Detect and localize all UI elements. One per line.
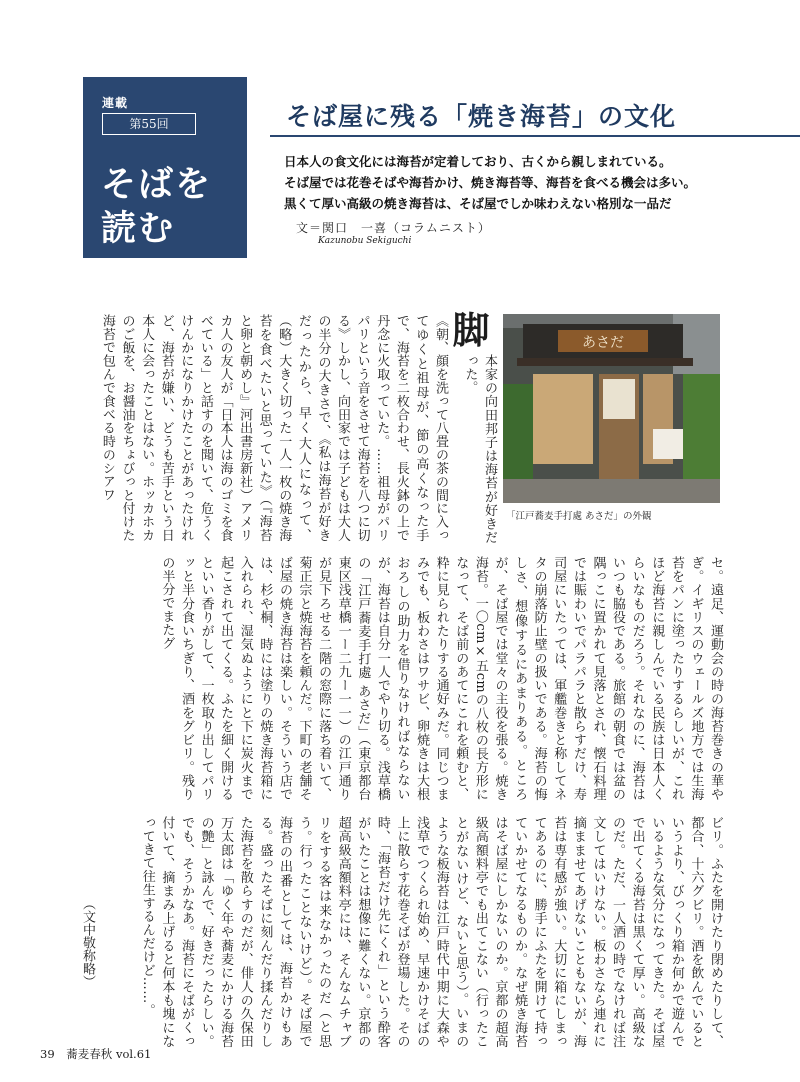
lead-line: 日本人の食文化には海苔が定着しており、古くから親しまれている。 <box>284 154 672 169</box>
body-intro: 本家の向田邦子は海苔が好きだった。 <box>462 354 497 544</box>
storefront-photo <box>503 314 720 503</box>
series-label: 連載 <box>102 96 129 110</box>
body-upper-block: 《朝、顔を洗って八畳の茶の間に入ってゆくと祖母が、節の高くなった手で、海苔を二枚合わせ、長火鉢の上で丹念に火取っていた。……祖母がパリパリという音をさせて海苔を八つに切る》しかし、向田家では子どもは大人の半分の大きさで、《私は海苔が好きだったから、早く大人になって、（略）大きく切った一人一枚の焼き海苔を食べたいと思っていた》（『海苔と卵と朝めし』河出書房新社）アメリカ人の友人が「日本人は海のゴミを食べている」と話すのを聞いて、危うくけんかになりかけたことがあったけれど、海苔が嫌い、どうも苦手という日本人に会ったことはない。ホッカホカのご飯を、お醤油をちょびっと付けた海苔で包んで食べる時のシアワ <box>99 314 448 542</box>
body-middle-block: セ。遠足、運動会の時の海苔巻きの華やぎ。イギリスのウェールズ地方では生海苔をパンに塗ったりするらしいが、これほど海苔に親しんでいる民族は日本人くらいなものだろう。それなのに、海苔はいつも脇役である。旅館の朝食では盆の隅っこに置かれて見落とされ、懐石料理では賑わいでパラパラと散らすだけ、寿司屋にいたっては、軍艦巻きと称してネタの崩落防止壁の扱いである。海苔の悔しさ、想像するにあまりある。ところが、そば屋では堂々の主役を張る。焼き海苔。一〇cm×五cmの八枚の長方形になって、そば前のあてにこれを頼むと、粋に見られたりする通好みだ。同じつまみでも、板わさはワサビ、卵焼きは大根おろしの助力を借りなければならないが、海苔は自分一人でやり切る。浅草橋の「江戸蕎麦手打處 あさだ」（東京都台東区浅草橋一ー二九ー一一）の江戸通りが見下ろせる二階の窓際に落ち着いて、菊正宗と焼海苔を頼んだ。下町の老舗そば屋の焼き海苔は楽しい。そういう店では、杉や桐、時には塗りの焼き海苔箱に入れられ、湿気ぬようにと下に炭火まで起こされて出てくる。ふたを細く開けるといい香りがして、一枚取り出してパリッと半分食いちぎり、酒をグビリ。残りの半分でまたグ <box>159 556 723 801</box>
series-title <box>101 163 212 251</box>
page-number: 39 <box>40 1047 55 1061</box>
series-title-line2: 読む <box>101 208 176 249</box>
photo-caption: 「江戸蕎麦手打處 あさだ」の外観 <box>506 511 652 522</box>
title-divider <box>270 135 800 137</box>
magazine-name: 蕎麦春秋 vol.61 <box>66 1047 152 1061</box>
body-lower-block: ビリ。ふたを開けたり閉めたりして、都合、十六グビリ。酒を飲んでいるというより、びっくり箱か何かで遊んでいるような気分になってきた。そば屋で出てくる海苔は黒くて厚い。高級なのだ。ただ、一人酒の時でなければ注文してはいけない。板わさなら連れに摘まませてあげないこともないが、海苔は専有感が強い。大切に箱にしまってあるのに、勝手にふたを開けて持っていかせてなるものか。なぜ焼き海苔はそば屋にしかないのか。京都の超高級高額料亭でも出てこない（行ったことがないけど、ないと思う）。いまのような板海苔は江戸時代中期に大森や浅草でつくられ始め、早速かけそばの上に散らす花巻そばが登場した。その時、「海苔だけ先にくれ」という酔客がいたことは想像に難くない。京都の超高級高額料亭には、そんなムチャブリをする客は来なかったのだ（と思う。行ったことないけど）。そば屋で海苔の出番としては、海苔かけもある。盛ったそばに刻んだり揉んだりした海苔を散らすのだが、俳人の久保田万太郎は「ゆく年や蕎麦にかける海苔の艶」と詠んで、好きだったらしい。でも、そうかなあ。海苔にそばがくっ付いて、摘まみ上げると何本も塊になってきて往生するんだけど……。 <box>139 816 723 1048</box>
series-box <box>83 77 247 258</box>
lead-line: そば屋では花巻そばや海苔かけ、焼き海苔等、海苔を食べる機会は多い。 <box>284 175 697 190</box>
byline: 文＝関口 一喜（コラムニスト） <box>296 221 491 235</box>
drop-cap: 脚 <box>452 308 490 352</box>
lead-line: 黒くて厚い高級の焼き海苔は、そば屋でしか味わえない格別な一品だ <box>284 196 672 211</box>
byline-romaji: Kazunobu Sekiguchi <box>318 236 412 246</box>
shop-sign-text: あさだ <box>582 335 624 351</box>
closing-note: （文中敬称略） <box>80 897 95 988</box>
article-lead <box>284 151 724 214</box>
page-footer <box>40 1046 159 1062</box>
series-title-line1: そばを <box>101 164 213 205</box>
article-title: そば屋に残る「焼き海苔」の文化 <box>286 102 677 131</box>
issue-number: 第55回 <box>102 113 196 135</box>
